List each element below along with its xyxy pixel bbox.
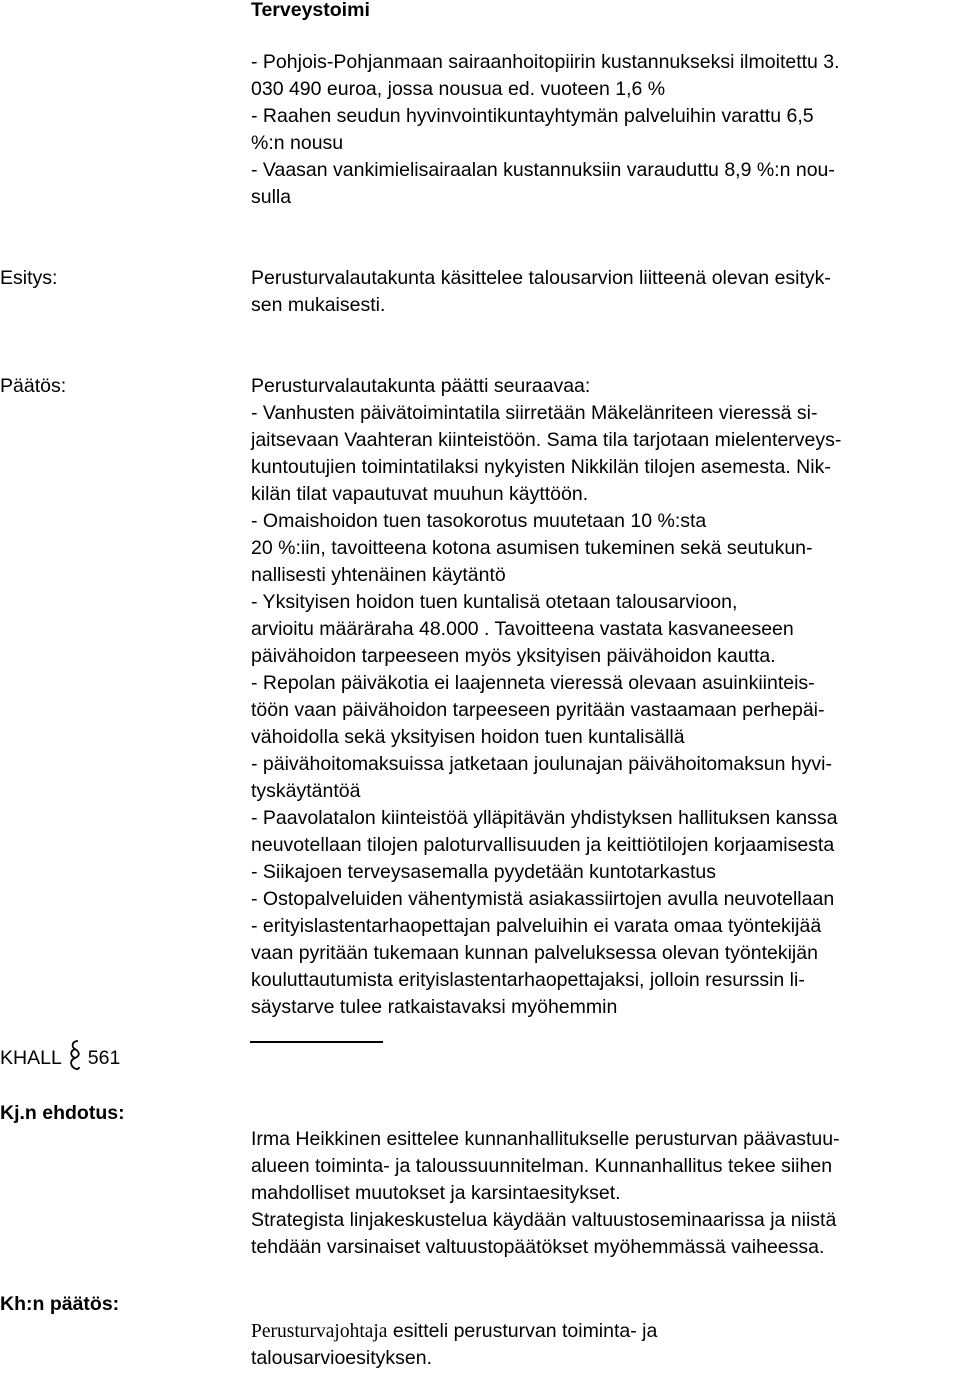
paatos-line: kuntoutujien toimintatilaksi nykyisten Nikkilän tilojen asemesta. Nik- [251,456,831,478]
kjn-ehdotus-line: alueen toiminta- ja taloussuunnitelman. Kunnanhallitus tekee siihen [251,1155,833,1177]
paatos-line: jaitsevaan Vaahteran kiinteistöön. Sama tila tarjotaan mielenterveys- [251,429,842,451]
paatos-line: tyskäytäntöä [251,780,361,802]
khn-paatos-line [251,1318,657,1345]
intro-line: 030 490 euroa, jossa nousua ed. vuoteen 1,6 % [251,78,666,100]
paatos-line: - Vanhusten päivätoimintatila siirretään Mäkelänriteen vieressä si- [251,402,818,424]
paragraph-sign-icon [62,1045,88,1072]
intro-line: - Raahen seudun hyvinvointikuntayhtymän palveluihin varattu 6,5 [251,105,814,127]
esitys-line: Perusturvalautakunta käsittelee talousarvion liitteenä olevan esityk- [251,267,831,289]
khall-number: 561 [87,1047,121,1069]
paatos-line: arvioitu määräraha 48.000 . Tavoitteena vastata kasvaneeseen [251,618,794,640]
intro-line: - Pohjois-Pohjanmaan sairaanhoitopiirin kustannukseksi ilmoitettu 3. [251,51,840,73]
paatos-line: - Paavolatalon kiinteistöä ylläpitävän yhdistyksen hallituksen kanssa [251,807,838,829]
esitys-label: Esitys: [0,267,58,289]
khn-paatos-label: Kh:n päätös: [0,1293,120,1315]
khn-paatos-line: talousarvioesityksen. [251,1347,433,1369]
paatos-line: Perusturvalautakunta päätti seuraavaa: [251,375,591,397]
paatos-line: 20 %:iin, tavoitteena kotona asumisen tukeminen sekä seutukun- [251,537,813,559]
paatos-line: - Omaishoidon tuen tasokorotus muutetaan 10 %:sta [251,510,707,532]
paatos-line: vaan pyritään tukemaan kunnan palveluksessa olevan työntekijän [251,942,818,964]
intro-line: sulla [251,186,292,208]
paatos-line: kilän tilat vapautuvat muuhun käyttöön. [251,483,589,505]
kjn-ehdotus-line: Strategista linjakeskustelua käydään valtuustoseminaarissa ja niistä [251,1209,837,1231]
kjn-ehdotus-line: Irma Heikkinen esittelee kunnanhallitukselle perusturvan päävastuu- [251,1128,840,1150]
paatos-line: - päivähoitomaksuissa jatketaan joulunajan päivähoitomaksun hyvi- [251,753,833,775]
paatos-line: - Yksityisen hoidon tuen kuntalisä otetaan talousarvioon, [251,591,738,613]
paatos-line: - Siikajoen terveysasemalla pyydetään kuntotarkastus [251,861,716,883]
paatos-line: - Repolan päiväkotia ei laajenneta vieressä olevaan asuinkiinteis- [251,672,815,694]
paatos-line: säystarve tulee ratkaistavaksi myöhemmin [251,996,618,1018]
kjn-ehdotus-label: Kj.n ehdotus: [0,1102,125,1124]
paatos-line: päivähoidon tarpeeseen myös yksityisen päivähoidon kautta. [251,645,776,667]
intro-line: - Vaasan vankimielisairaalan kustannuksiin varauduttu 8,9 %:n nou- [251,159,835,181]
paatos-line: nallisesti yhtenäinen käytäntö [251,564,506,586]
khall-label: KHALL [0,1047,62,1069]
paatos-line: vähoidolla sekä yksityisen hoidon tuen kuntalisällä [251,726,685,748]
khn-paatos-line-rest: esitteli perusturvan toiminta- ja [387,1320,658,1342]
paatos-line: - erityislastentarhaopettajan palveluihin ei varata omaa työntekijää [251,915,822,937]
kjn-ehdotus-line: mahdolliset muutokset ja karsintaesitykset. [251,1182,621,1204]
esitys-line: sen mukaisesti. [251,294,386,316]
khn-paatos-serif-word: Perusturvajohtaja [251,1321,388,1342]
kjn-ehdotus-line: tehdään varsinaiset valtuustopäätökset myöhemmässä vaiheessa. [251,1236,825,1258]
paatos-line: töön vaan päivähoidon tarpeeseen pyritään vastaamaan perhepäi- [251,699,825,721]
section-heading: Terveystoimi [251,0,370,21]
separator-rule [250,1041,383,1043]
paatos-label: Päätös: [0,375,67,397]
paatos-line: neuvotellaan tilojen paloturvallisuuden ja keittiötilojen korjaamisesta [251,834,835,856]
paatos-line: kouluttautumista erityislastentarhaopettajaksi, jolloin resurssin li- [251,969,805,991]
intro-line: %:n nousu [251,132,344,154]
khall-reference [0,1045,120,1072]
paatos-line: - Ostopalveluiden vähentymistä asiakassiirtojen avulla neuvotellaan [251,888,835,910]
